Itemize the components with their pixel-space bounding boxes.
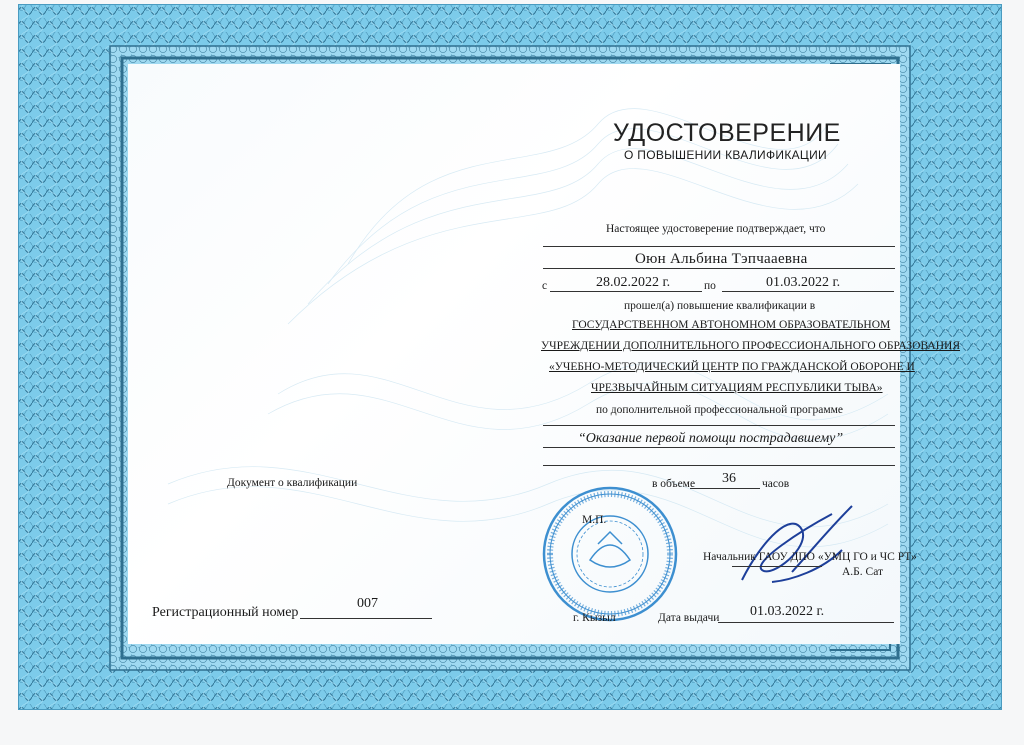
underline (722, 291, 894, 292)
underline (550, 291, 702, 292)
date-to: 01.03.2022 г. (766, 275, 841, 290)
issue-date-label: Дата выдачи (658, 612, 720, 624)
confirms-text: Настоящее удостоверение подтверждает, что (606, 223, 826, 235)
document-subtitle: О ПОВЫШЕНИИ КВАЛИФИКАЦИИ (624, 148, 827, 162)
program-intro: по дополнительной профессиональной программе (596, 404, 843, 416)
document-title: УДОСТОВЕРЕНИЕ (613, 119, 841, 147)
underline (543, 246, 895, 247)
registration-number: 007 (357, 596, 378, 611)
institution-line-1: ГОСУДАРСТВЕННОМ АВТОНОМНОМ ОБРАЗОВАТЕЛЬНОМ (572, 319, 891, 331)
issue-date: 01.03.2022 г. (750, 604, 825, 619)
underline (543, 268, 895, 269)
underline (543, 447, 895, 448)
institution-line-3: «УЧЕБНО-МЕТОДИЧЕСКИЙ ЦЕНТР ПО ГРАЖДАНСКОЙ ОБОРОНЕ И (549, 361, 915, 373)
underline (690, 488, 760, 489)
stamp-place-label: М.П. (582, 514, 607, 526)
hours-suffix: часов (762, 478, 790, 490)
volume-prefix: в объеме (652, 478, 696, 490)
document-type-label: Документ о квалификации (227, 477, 358, 489)
date-from: 28.02.2022 г. (596, 275, 671, 290)
underline (543, 425, 895, 426)
head-name: А.Б. Сат (842, 566, 884, 578)
underline (543, 465, 895, 466)
institution-line-4: ЧРЕЗВЫЧАЙНЫМ СИТУАЦИЯМ РЕСПУБЛИКИ ТЫВА» (591, 382, 883, 394)
from-prefix: с (542, 280, 548, 292)
signature-line (732, 566, 822, 567)
hours-value: 36 (722, 471, 736, 486)
institution-line-2: УЧРЕЖДЕНИИ ДОПОЛНИТЕЛЬНОГО ПРОФЕССИОНАЛЬНОГО ОБРАЗОВАНИЯ (541, 340, 961, 352)
official-stamp (540, 484, 680, 624)
head-title: Начальник ГАОУ ДПО «УМЦ ГО и ЧС РТ» (703, 551, 917, 563)
passed-text: прошел(а) повышение квалификации в (624, 300, 816, 312)
underline (718, 622, 894, 623)
program-name: “Оказание первой помощи пострадавшему” (578, 431, 844, 446)
holder-name: Оюн Альбина Тэпчааевна (635, 251, 808, 267)
underline (300, 618, 432, 619)
city-label: г. Кызыл (573, 612, 616, 624)
to-prefix: по (704, 280, 716, 292)
registration-label: Регистрационный номер (152, 605, 299, 620)
